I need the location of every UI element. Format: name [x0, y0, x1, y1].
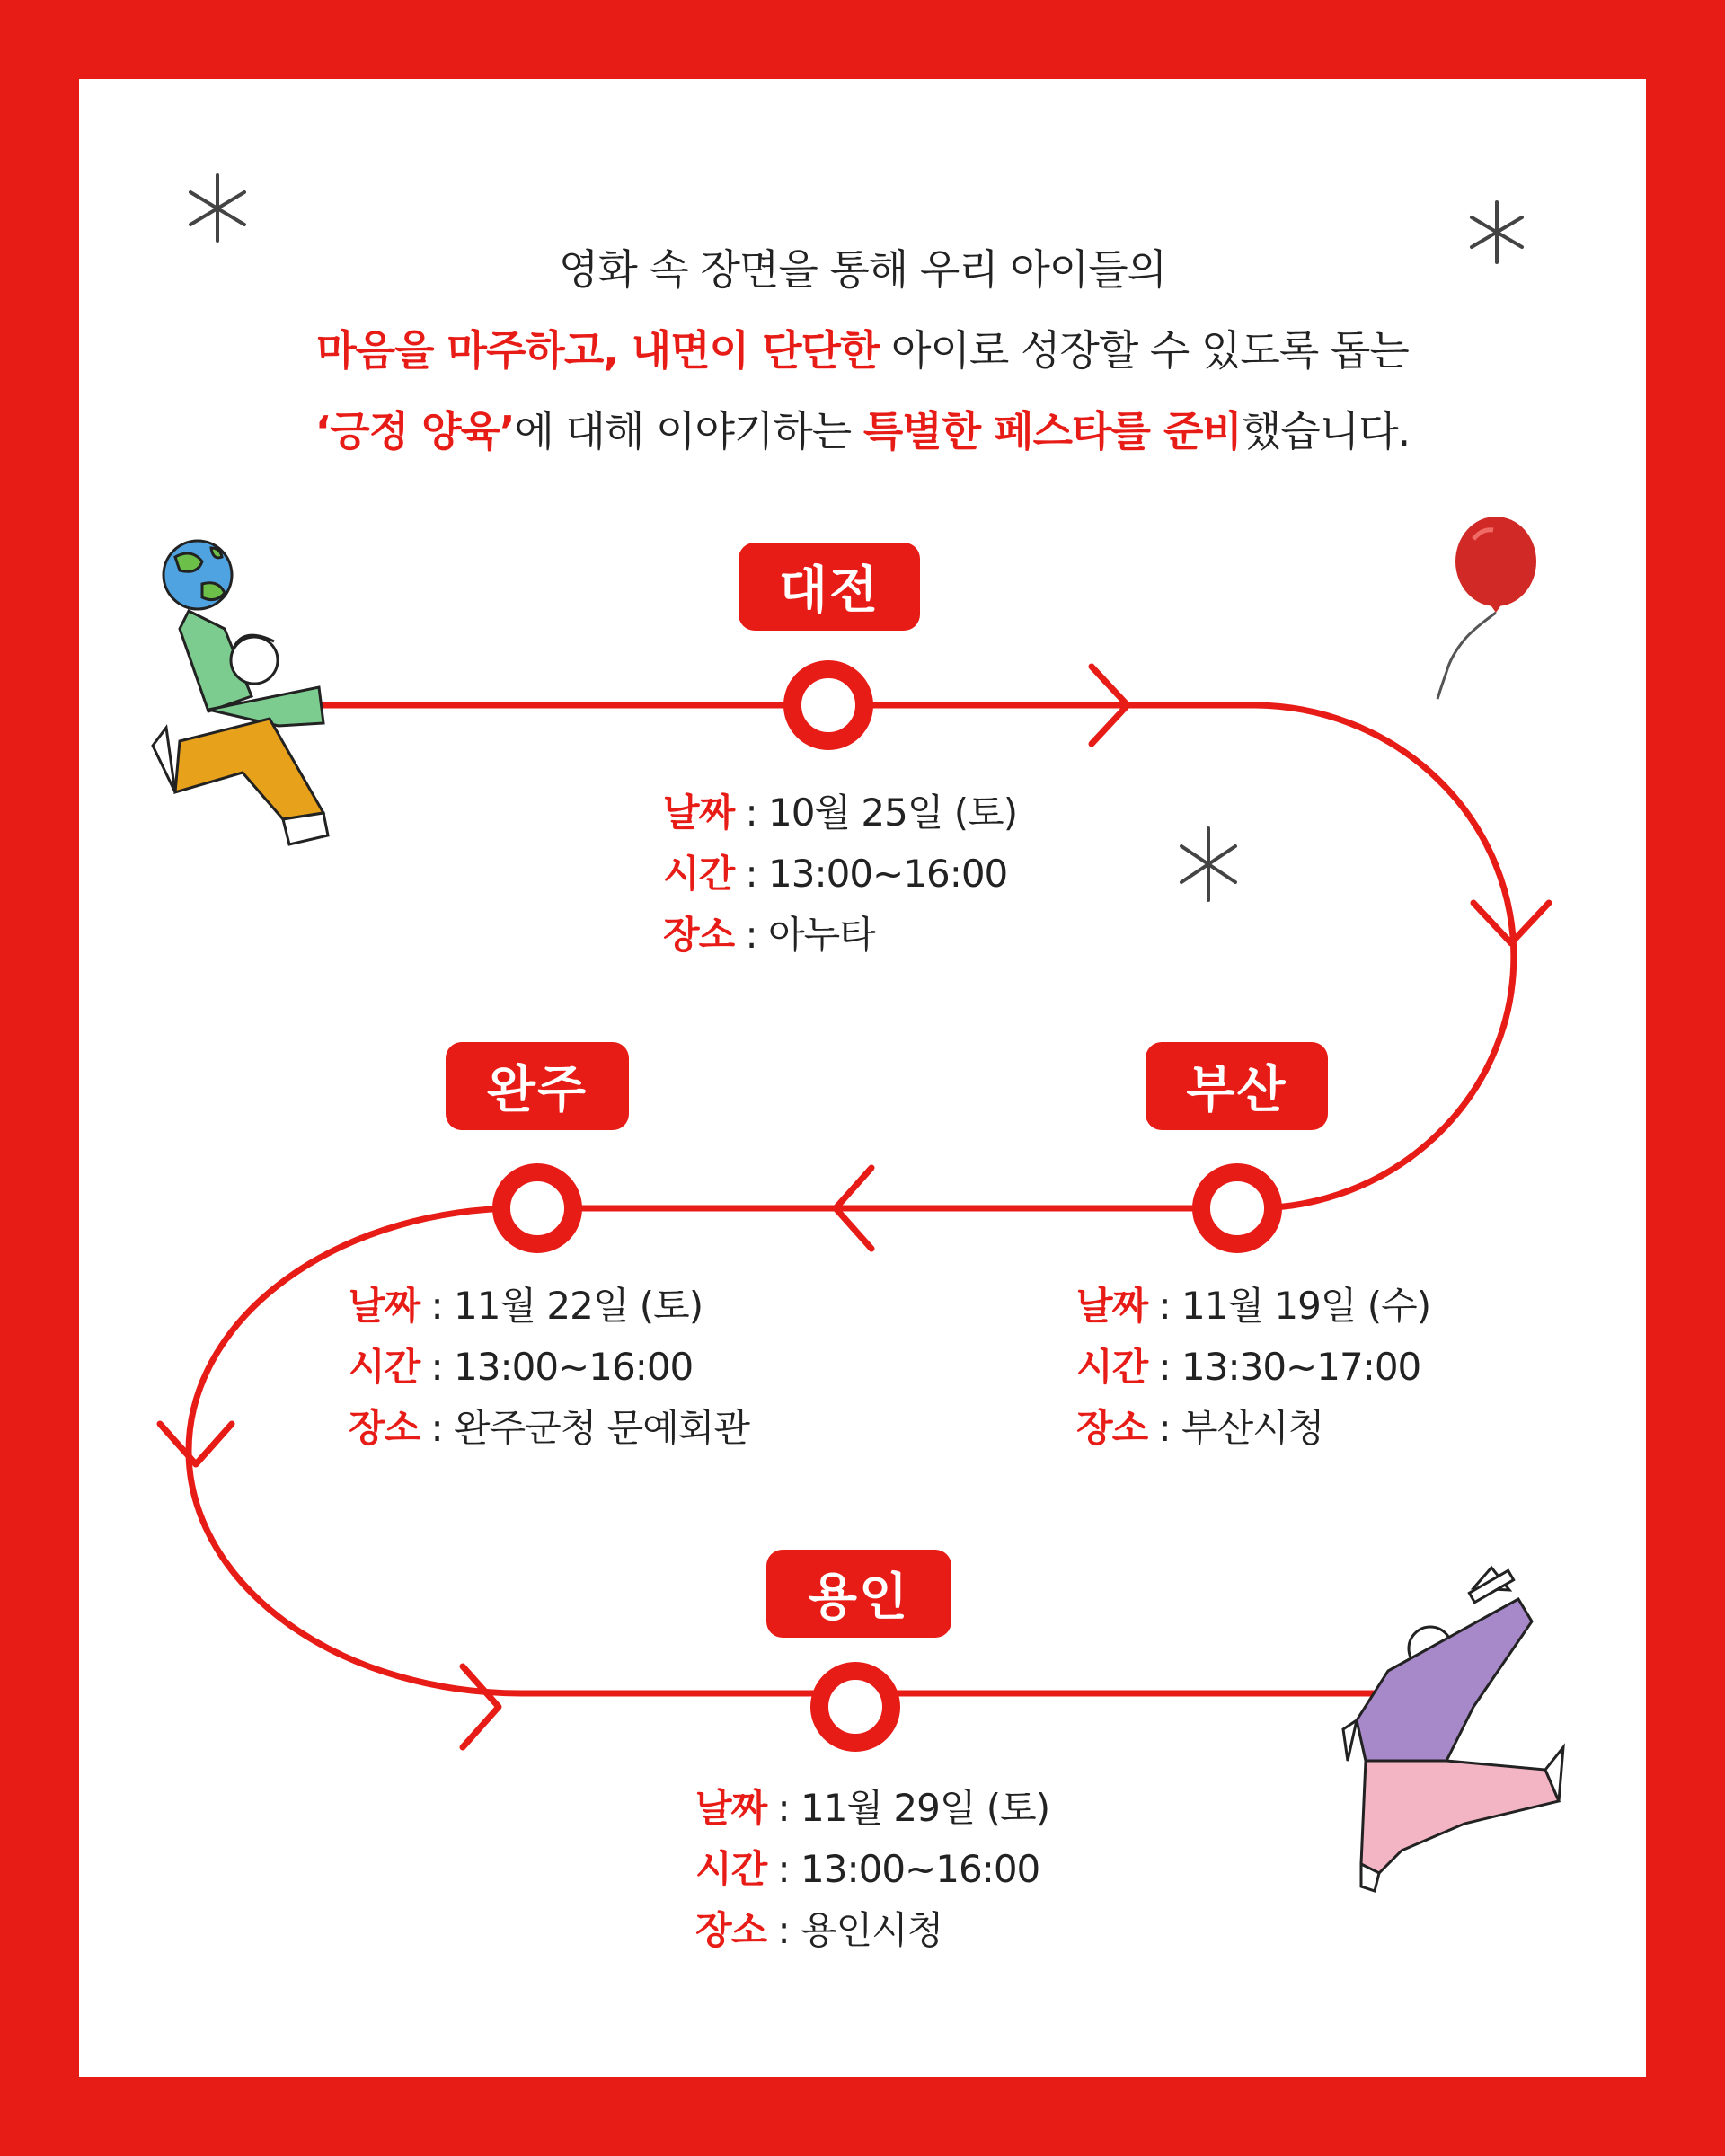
- time-label: 시간: [1076, 1345, 1148, 1389]
- separator: :: [420, 1345, 455, 1389]
- stop-info-busan: [1076, 1276, 1430, 1459]
- place-label: 장소: [663, 913, 735, 957]
- city-badge-yongin: 용인: [766, 1550, 951, 1638]
- separator: :: [1147, 1345, 1182, 1389]
- time-value: 13:00~16:00: [801, 1847, 1040, 1891]
- city-badge-busan: 부산: [1146, 1042, 1328, 1130]
- arrow-down-icon: [160, 1424, 232, 1464]
- place-label: 장소: [349, 1406, 420, 1450]
- place-row: [349, 1398, 749, 1459]
- intro-highlight: 특별한 페스타를 준비: [862, 407, 1242, 455]
- city-badge-wanju: 완주: [446, 1042, 629, 1130]
- time-row: [1076, 1337, 1430, 1398]
- date-row: [1076, 1276, 1430, 1337]
- girl-with-pencil-illustration: [1343, 1568, 1563, 1891]
- separator: :: [734, 791, 769, 835]
- time-row: [695, 1839, 1049, 1900]
- place-value: 부산시청: [1181, 1406, 1324, 1450]
- station-marker-wanju: [501, 1172, 573, 1244]
- time-row: [663, 844, 1017, 905]
- place-row: [695, 1900, 1049, 1961]
- place-label: 장소: [1076, 1406, 1148, 1450]
- station-marker-daejeon: [792, 669, 864, 741]
- place-value: 용인시청: [801, 1908, 943, 1952]
- date-label: 날짜: [1076, 1284, 1148, 1328]
- intro-highlight: 마음을 마주하고, 내면이 단단한: [316, 326, 880, 375]
- boy-with-globe-illustration: [153, 541, 328, 844]
- separator: :: [420, 1284, 455, 1328]
- date-row: [695, 1778, 1049, 1839]
- place-value: 아누타: [768, 913, 875, 957]
- arrow-right-icon: [463, 1666, 499, 1747]
- date-label: 날짜: [695, 1786, 767, 1830]
- stop-info-wanju: [349, 1276, 749, 1459]
- time-value: 13:00~16:00: [768, 852, 1008, 896]
- station-marker-yongin: [819, 1671, 891, 1743]
- place-value: 완주군청 문예회관: [454, 1406, 749, 1450]
- time-value: 13:30~17:00: [1181, 1345, 1421, 1389]
- separator: :: [420, 1406, 455, 1450]
- time-value: 13:00~16:00: [454, 1345, 694, 1389]
- station-marker-busan: [1201, 1172, 1273, 1244]
- date-label: 날짜: [349, 1284, 420, 1328]
- place-label: 장소: [695, 1908, 767, 1952]
- intro-text-segment: 아이로 성장할 수 있도록 돕는: [879, 326, 1409, 375]
- separator: :: [734, 852, 769, 896]
- intro-text-segment: 했습니다.: [1241, 407, 1411, 455]
- intro-text: [0, 229, 1725, 472]
- intro-line-2: [0, 310, 1725, 391]
- stop-info-daejeon: [663, 782, 1017, 966]
- intro-text-segment: 에 대해 이야기하는: [514, 407, 863, 455]
- place-row: [1076, 1398, 1430, 1459]
- stop-info-yongin: [695, 1778, 1049, 1961]
- separator: :: [1147, 1406, 1182, 1450]
- time-row: [349, 1337, 749, 1398]
- city-badge-daejeon: 대전: [739, 543, 920, 631]
- separator: :: [766, 1847, 801, 1891]
- date-value: 11월 22일 (토): [454, 1284, 703, 1328]
- date-row: [349, 1276, 749, 1337]
- intro-line-3: [0, 391, 1725, 472]
- separator: :: [766, 1908, 801, 1952]
- time-label: 시간: [663, 852, 735, 896]
- date-label: 날짜: [663, 791, 735, 835]
- separator: :: [1147, 1284, 1182, 1328]
- time-label: 시간: [695, 1847, 767, 1891]
- date-value: 11월 29일 (토): [801, 1786, 1050, 1830]
- time-label: 시간: [349, 1345, 420, 1389]
- date-value: 11월 19일 (수): [1181, 1284, 1431, 1328]
- balloon-icon: [1438, 517, 1536, 699]
- intro-highlight: ‘긍정 양육’: [314, 407, 515, 455]
- date-row: [663, 782, 1017, 844]
- place-row: [663, 905, 1017, 966]
- date-value: 10월 25일 (토): [768, 791, 1018, 835]
- separator: :: [734, 913, 769, 957]
- separator: :: [766, 1786, 801, 1830]
- intro-line-1: 영화 속 장면을 통해 우리 아이들의: [558, 245, 1167, 294]
